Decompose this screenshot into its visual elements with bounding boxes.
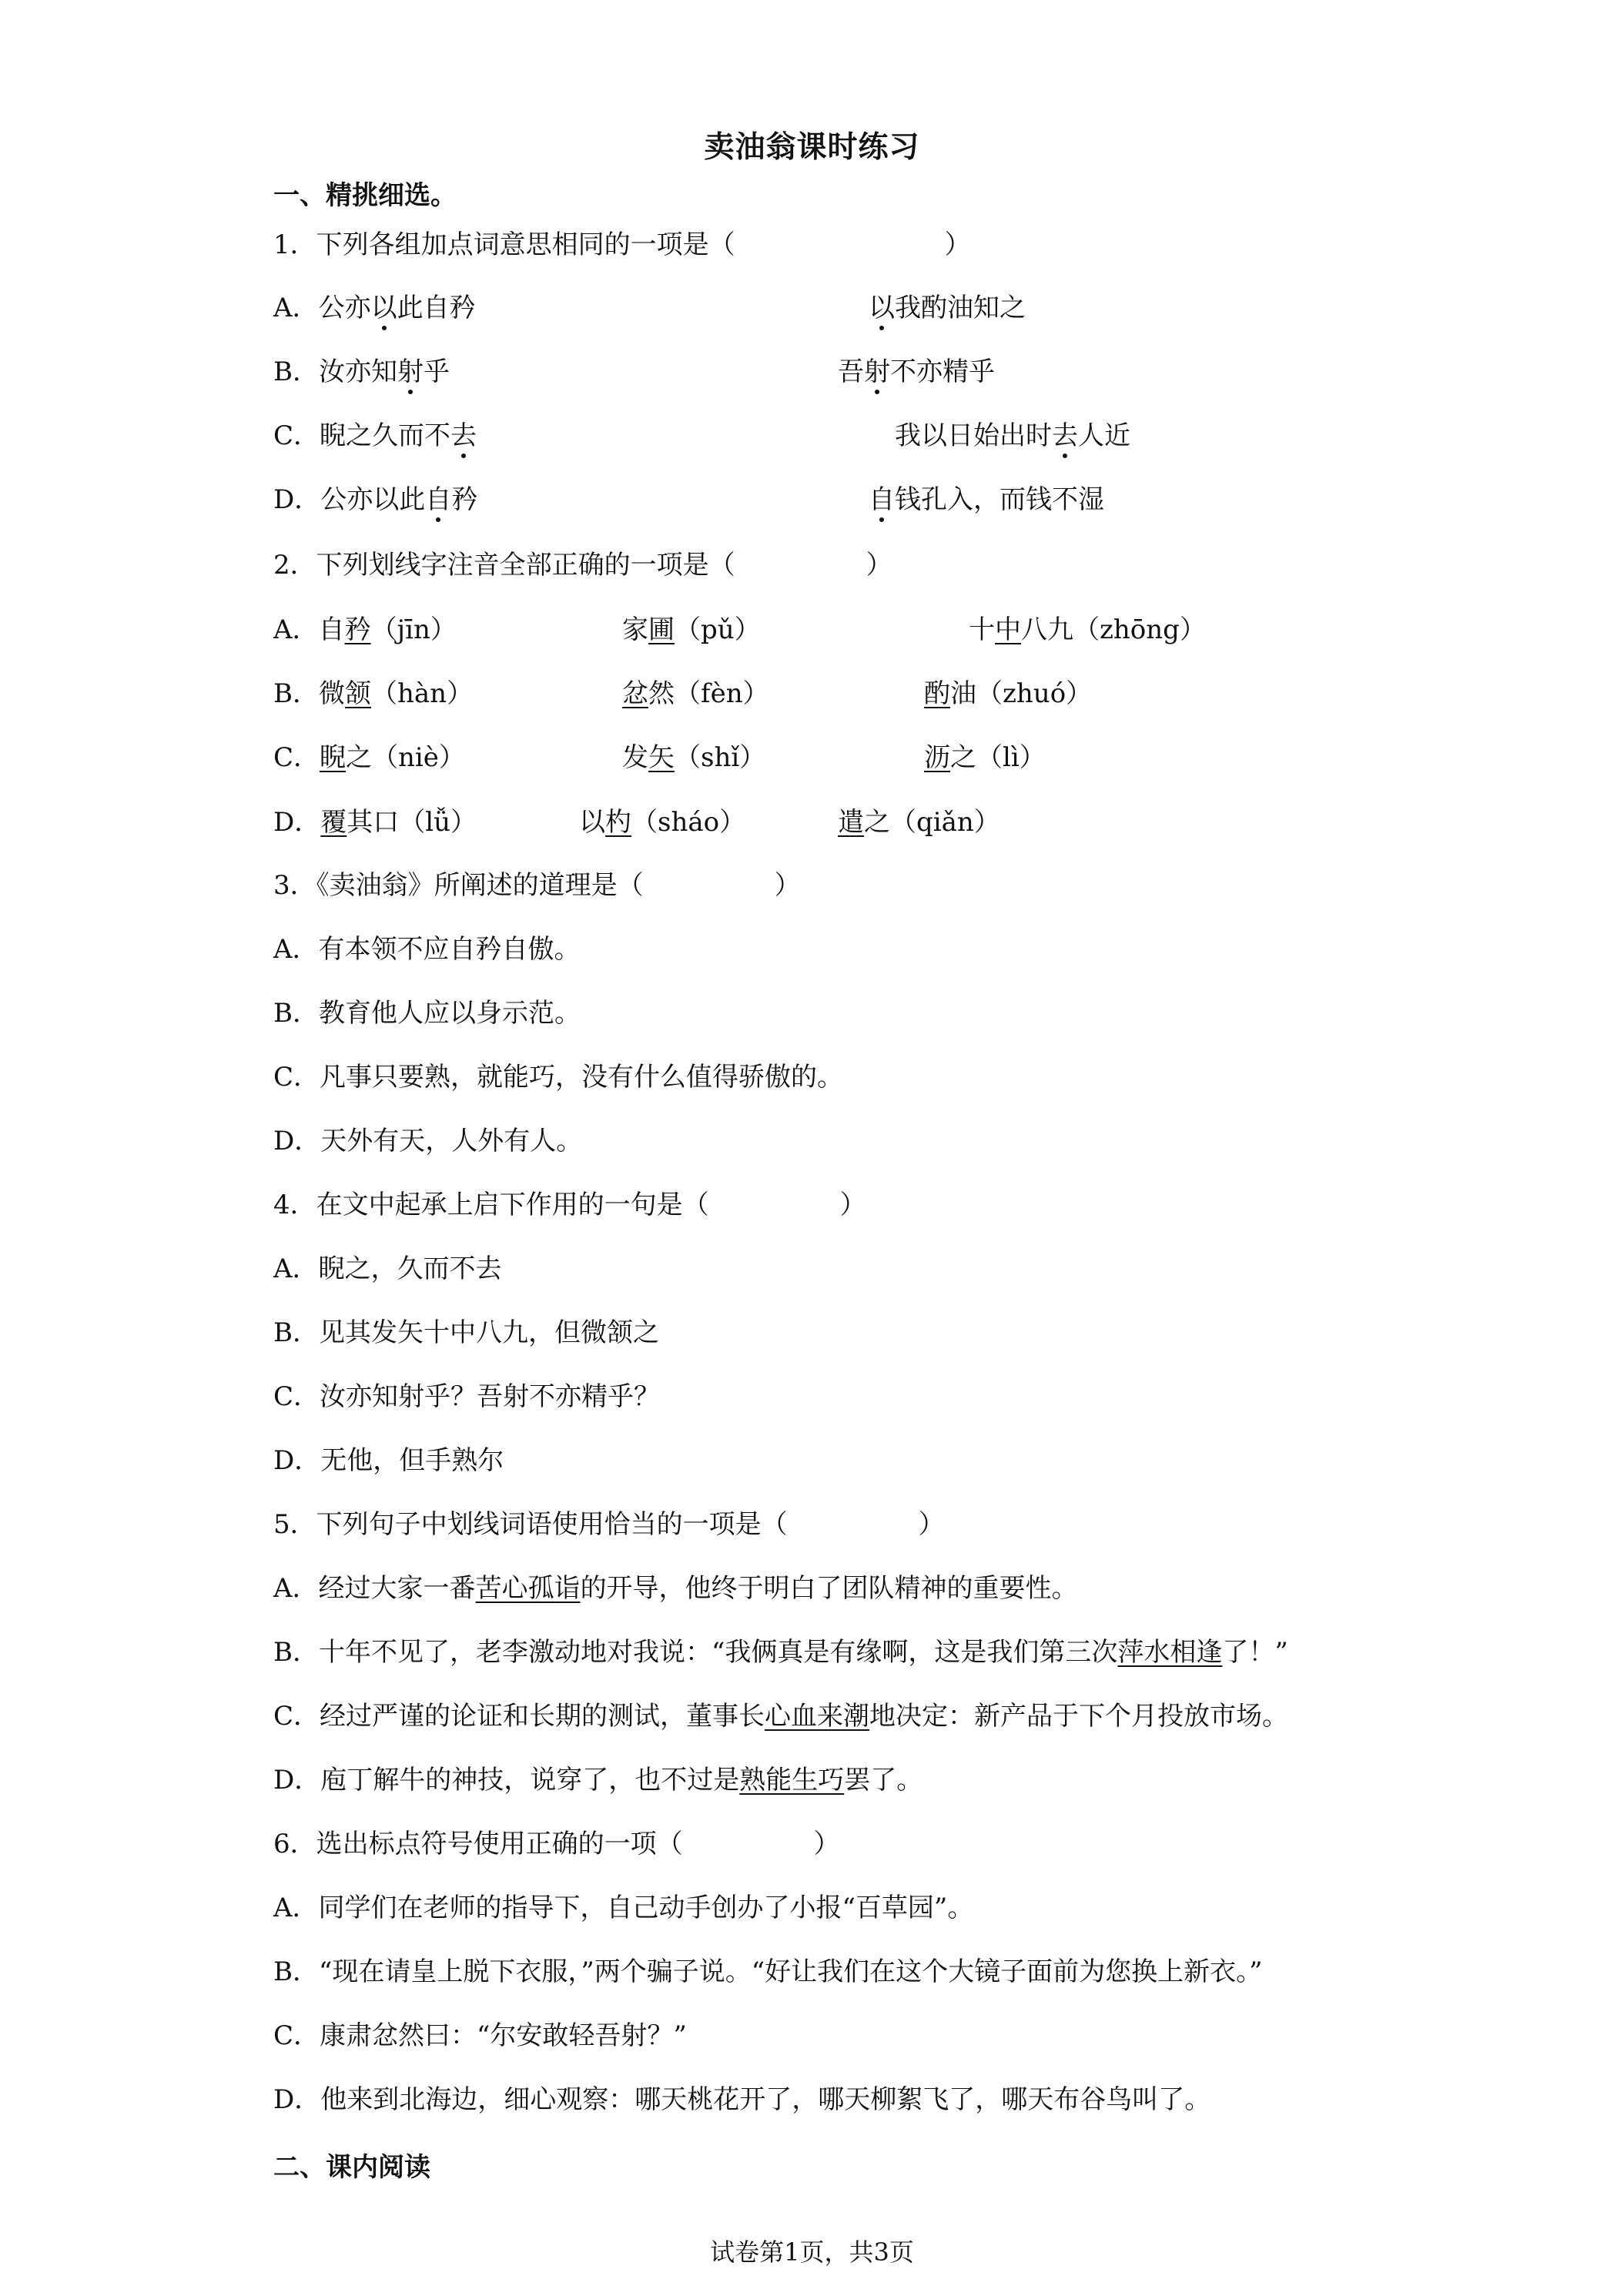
question-1-stem: 1．下列各组加点词意思相同的一项是（ ） xyxy=(273,229,971,260)
question-4-stem: 4．在文中起承上启下作用的一句是（ ） xyxy=(273,1190,866,1220)
q5-option-b: B．十年不见了，老李激动地对我说：“我俩真是有缘啊，这是我们第三次萍水相逢了！” xyxy=(273,1637,1288,1668)
question-6-stem: 6．选出标点符号使用正确的一项（ ） xyxy=(273,1829,840,1859)
q3-option-a: A．有本领不应自矜自傲。 xyxy=(273,934,581,965)
q5-option-a: A．经过大家一番苦心孤诣的开导，他终于明白了团队精神的重要性。 xyxy=(273,1573,1078,1604)
q4-option-c: C．汝亦知射乎？吾射不亦精乎？ xyxy=(273,1381,661,1412)
emphasis-char: 自 xyxy=(869,484,895,515)
question-3-stem: 3．《卖油翁》所阐述的道理是（ ） xyxy=(273,870,801,901)
q3-option-c: C．凡事只要熟，就能巧，没有什么值得骄傲的。 xyxy=(273,1062,844,1093)
q2-option-c-3: 沥之（lì） xyxy=(924,742,1046,773)
q1-option-c-right: 我以日始出时去人近 xyxy=(895,420,1130,451)
q4-option-d: D．无他，但手熟尔 xyxy=(273,1445,504,1476)
q1-option-c-left: C．睨之久而不去 xyxy=(273,420,477,451)
emphasis-char: 以 xyxy=(370,293,397,323)
section-heading-2: 二、课内阅读 xyxy=(273,2152,430,2183)
q6-option-a: A．同学们在老师的指导下，自己动手创办了小报“百草园”。 xyxy=(273,1893,974,1923)
q2-option-a-1: A．自矜（jīn） xyxy=(273,614,457,645)
q2-option-a-3: 十中八九（zhōng） xyxy=(969,614,1206,645)
q1-option-b-right: 吾射不亦精乎 xyxy=(838,356,995,387)
q1-option-a-right: 以我酌油知之 xyxy=(869,293,1026,323)
q5-option-c: C．经过严谨的论证和长期的测试，董事长心血来潮地决定：新产品于下个月投放市场。 xyxy=(273,1701,1289,1732)
section-heading-1: 一、精挑细选。 xyxy=(273,180,457,211)
q1-option-d-left: D．公亦以此自矜 xyxy=(273,484,478,515)
q4-option-a: A．睨之，久而不去 xyxy=(273,1253,502,1284)
q5-option-d: D．庖丁解牛的神技，说穿了，也不过是熟能生巧罢了。 xyxy=(273,1765,923,1796)
q2-option-b-3: 酌油（zhuó） xyxy=(924,678,1093,709)
emphasis-char: 自 xyxy=(425,484,452,515)
q3-option-d: D．天外有天，人外有人。 xyxy=(273,1126,583,1156)
q2-option-c-1: C．睨之（niè） xyxy=(273,742,465,773)
emphasis-char: 去 xyxy=(1052,420,1078,451)
q6-option-b: B．“现在请皇上脱下衣服，”两个骗子说。“好让我们在这个大镜子面前为您换上新衣。” xyxy=(273,1956,1263,1987)
q2-option-c-2: 发矢（shǐ） xyxy=(622,742,766,773)
emphasis-char: 去 xyxy=(450,420,477,451)
emphasis-char: 射 xyxy=(397,356,424,387)
q1-option-d-right: 自钱孔入，而钱不湿 xyxy=(869,484,1104,515)
q2-option-b-2: 忿然（fèn） xyxy=(622,678,769,709)
q2-option-d-1: D．覆其口（lǚ） xyxy=(273,807,477,838)
q2-option-d-2: 以杓（sháo） xyxy=(579,807,746,838)
q6-option-d: D．他来到北海边，细心观察：哪天桃花开了，哪天柳絮飞了，哪天布谷鸟叫了。 xyxy=(273,2084,1211,2115)
q1-option-a-left: A．公亦以此自矜 xyxy=(273,293,476,323)
q4-option-b: B．见其发矢十中八九，但微颔之 xyxy=(273,1317,659,1348)
q3-option-b: B．教育他人应以身示范。 xyxy=(273,998,581,1029)
page-title: 卖油翁课时练习 xyxy=(704,129,920,165)
question-2-stem: 2．下列划线字注音全部正确的一项是（ ） xyxy=(273,550,892,581)
emphasis-char: 射 xyxy=(864,356,890,387)
q2-option-d-3: 遣之（qiǎn） xyxy=(838,807,1000,838)
emphasis-char: 以 xyxy=(869,293,895,323)
question-5-stem: 5．下列句子中划线词语使用恰当的一项是（ ） xyxy=(273,1509,945,1540)
q2-option-a-2: 家圃（pǔ） xyxy=(622,614,761,645)
q1-option-b-left: B．汝亦知射乎 xyxy=(273,356,450,387)
q6-option-c: C．康肃忿然曰：“尔安敢轻吾射？” xyxy=(273,2020,687,2051)
page-footer: 试卷第1页，共3页 xyxy=(710,2237,914,2267)
q2-option-b-1: B．微颔（hàn） xyxy=(273,678,474,709)
